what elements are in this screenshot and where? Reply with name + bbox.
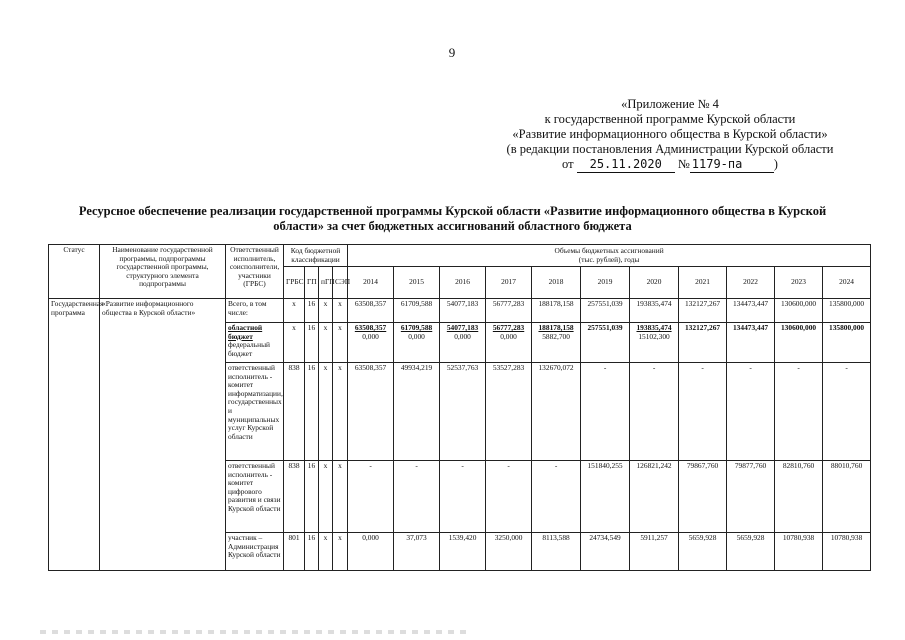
- code-cell: x: [284, 299, 305, 323]
- appendix-program-name: «Развитие информационного общества в Курской области»: [512, 127, 828, 141]
- executor-cell: [226, 323, 284, 363]
- value-main: 130600,000: [780, 323, 817, 332]
- value-sub: 5882,700: [542, 331, 570, 341]
- code-cell: x: [319, 323, 333, 363]
- executor-cell: ответственный исполнитель - комитет цифрового развития и связи Курской области: [226, 461, 284, 533]
- value-cell: -: [394, 461, 440, 533]
- value-main: 188178,158: [538, 323, 574, 332]
- code-cell: x: [333, 363, 348, 461]
- value-main: 135800,000: [829, 323, 865, 332]
- value-cell: 134473,447: [727, 299, 775, 323]
- value-cell: -: [440, 461, 486, 533]
- value-cell: 56777,283: [486, 299, 532, 323]
- value-cell: -: [727, 363, 775, 461]
- code-cell: x: [333, 299, 348, 323]
- value-sub: 0,000: [408, 331, 425, 341]
- value-cell: [823, 323, 871, 363]
- value-cell: 24734,549: [581, 533, 630, 571]
- value-cell: [630, 323, 679, 363]
- header-year: 2015: [394, 267, 440, 299]
- value-cell: 63508,357: [348, 299, 394, 323]
- value-cell: 130600,000: [775, 299, 823, 323]
- code-cell: 16: [305, 323, 319, 363]
- value-cell: -: [775, 363, 823, 461]
- code-cell: 16: [305, 533, 319, 571]
- budget-table: [48, 244, 871, 571]
- value-cell: 88010,760: [823, 461, 871, 533]
- value-cell: 5911,257: [630, 533, 679, 571]
- header-volumes-line-1: Объемы бюджетных ассигнований: [554, 245, 664, 255]
- number-prefix: №: [677, 157, 690, 171]
- code-cell: 16: [305, 461, 319, 533]
- header-year: 2022: [727, 267, 775, 299]
- date-prefix: от: [562, 157, 574, 171]
- appendix-title: «Приложение № 4: [621, 97, 719, 111]
- value-cell: 54077,183: [440, 299, 486, 323]
- value-sub: 15102,300: [638, 331, 670, 341]
- value-cell: 151840,255: [581, 461, 630, 533]
- header-year: 2023: [775, 267, 823, 299]
- header-volumes: [348, 245, 871, 267]
- value-sub: 0,000: [454, 331, 471, 341]
- value-cell: [727, 323, 775, 363]
- value-cell: -: [581, 363, 630, 461]
- value-cell: 63508,357: [348, 363, 394, 461]
- appendix-program-ref: к государственной программе Курской области: [544, 112, 796, 126]
- header-code-grbs: ГРБС: [284, 267, 305, 299]
- value-cell: 126821,242: [630, 461, 679, 533]
- value-cell: [394, 323, 440, 363]
- value-cell: 257551,039: [581, 299, 630, 323]
- header-year: 2018: [532, 267, 581, 299]
- value-cell: 53527,283: [486, 363, 532, 461]
- appendix-date-line: [470, 157, 870, 173]
- appendix-edition-note: (в редакции постановления Администрации Курской области: [506, 142, 834, 156]
- value-main: 257551,039: [587, 323, 623, 332]
- header-year: 2019: [581, 267, 630, 299]
- header-volumes-line-2: (тыс. рублей), годы: [578, 254, 640, 264]
- heading-line-1: Ресурсное обеспечение реализации государственной программы Курской области «Развитие информационного общества в Курской: [78, 204, 827, 218]
- executor-main: областной бюджет: [228, 323, 263, 341]
- value-cell: 52537,763: [440, 363, 486, 461]
- value-cell: 3250,000: [486, 533, 532, 571]
- value-cell: -: [823, 363, 871, 461]
- value-cell: 132670,072: [532, 363, 581, 461]
- header-year: 2016: [440, 267, 486, 299]
- header-code-sep: СЭП: [333, 267, 348, 299]
- code-cell: 801: [284, 533, 305, 571]
- header-year: 2024: [823, 267, 871, 299]
- code-cell: x: [319, 461, 333, 533]
- value-cell: [532, 323, 581, 363]
- code-cell: x: [319, 363, 333, 461]
- value-cell: 37,073: [394, 533, 440, 571]
- header-code-gp: ГП: [305, 267, 319, 299]
- header-code-pgp: пГП: [319, 267, 333, 299]
- header-status: Статус: [49, 245, 100, 299]
- executor-cell: Всего, в том числе:: [226, 299, 284, 323]
- value-main: 63508,357: [354, 323, 387, 332]
- value-cell: 79867,760: [679, 461, 727, 533]
- code-cell: x: [333, 323, 348, 363]
- code-cell: x: [319, 299, 333, 323]
- code-cell: x: [284, 323, 305, 363]
- executor-cell: участник – Администрация Курской области: [226, 533, 284, 571]
- value-cell: 5659,928: [727, 533, 775, 571]
- header-year: 2021: [679, 267, 727, 299]
- value-cell: -: [486, 461, 532, 533]
- status-cell: Государственная программа: [49, 299, 100, 571]
- value-cell: -: [348, 461, 394, 533]
- value-cell: 132127,267: [679, 299, 727, 323]
- value-main: 56777,283: [492, 323, 525, 332]
- scan-artifact: [40, 630, 470, 634]
- value-cell: 49934,219: [394, 363, 440, 461]
- value-main: 193835,474: [636, 323, 672, 332]
- value-sub: 0,000: [500, 331, 517, 341]
- value-cell: 193835,474: [630, 299, 679, 323]
- value-cell: 188178,158: [532, 299, 581, 323]
- value-cell: -: [630, 363, 679, 461]
- table-row: [49, 299, 871, 323]
- header-budget-code: Код бюджетной классификации: [284, 245, 348, 267]
- value-sub: 0,000: [362, 331, 379, 341]
- value-cell: 8113,588: [532, 533, 581, 571]
- decree-number: 1179-па: [690, 157, 774, 173]
- value-cell: [440, 323, 486, 363]
- code-cell: x: [333, 533, 348, 571]
- value-cell: [581, 323, 630, 363]
- value-cell: 0,000: [348, 533, 394, 571]
- value-main: 54077,183: [446, 323, 479, 332]
- code-cell: 16: [305, 363, 319, 461]
- value-cell: -: [532, 461, 581, 533]
- code-cell: 16: [305, 299, 319, 323]
- value-cell: [775, 323, 823, 363]
- executor-sub: федеральный бюджет: [228, 340, 270, 358]
- code-cell: 838: [284, 363, 305, 461]
- value-cell: [348, 323, 394, 363]
- value-cell: 1539,420: [440, 533, 486, 571]
- appendix-header: [470, 97, 870, 173]
- value-cell: 82810,760: [775, 461, 823, 533]
- close-paren: ): [773, 157, 778, 171]
- value-main: 61709,588: [400, 323, 433, 332]
- page-number: 9: [448, 45, 456, 60]
- value-main: 132127,267: [684, 323, 721, 332]
- value-cell: 135800,000: [823, 299, 871, 323]
- value-main: 134473,447: [732, 323, 769, 332]
- code-cell: 838: [284, 461, 305, 533]
- value-cell: [486, 323, 532, 363]
- document-heading: [40, 204, 865, 234]
- heading-line-2: области» за счет бюджетных ассигнований областного бюджета: [273, 219, 632, 233]
- value-cell: 10780,938: [775, 533, 823, 571]
- header-year: 2017: [486, 267, 532, 299]
- header-year: 2020: [630, 267, 679, 299]
- decree-date: 25.11.2020: [577, 157, 675, 173]
- value-cell: 10780,938: [823, 533, 871, 571]
- value-cell: 61709,588: [394, 299, 440, 323]
- value-cell: 79877,760: [727, 461, 775, 533]
- header-year: 2014: [348, 267, 394, 299]
- value-cell: 5659,928: [679, 533, 727, 571]
- code-cell: x: [319, 533, 333, 571]
- header-name: Наименование государственной программы, подпрограммы государственной программы, структурного элемента подпрограммы: [100, 245, 226, 299]
- header-executor: Ответственный исполнитель, соисполнители, участники (ГРБС): [226, 245, 284, 299]
- code-cell: x: [333, 461, 348, 533]
- executor-cell: ответственный исполнитель - комитет информатизации, государственных и муниципальных услуг Курской области: [226, 363, 284, 461]
- program-name-cell: «Развитие информационного общества в Курской области»: [100, 299, 226, 571]
- value-cell: -: [679, 363, 727, 461]
- value-cell: [679, 323, 727, 363]
